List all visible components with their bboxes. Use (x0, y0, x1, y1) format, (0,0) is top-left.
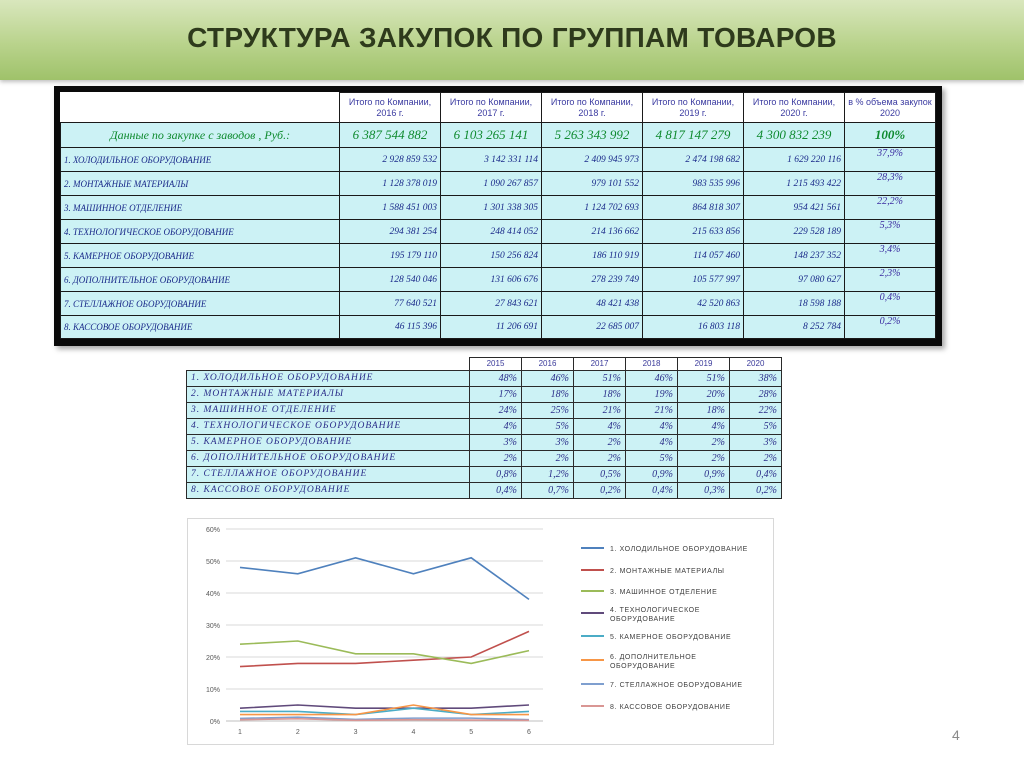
slide-title: СТРУКТУРА ЗАКУПОК ПО ГРУППАМ ТОВАРОВ (187, 22, 837, 53)
row-label: 4. ТЕХНОЛОГИЧЕСКОЕ ОБОРУДОВАНИЕ (61, 220, 340, 244)
share-row (187, 387, 782, 403)
year-cell: 2019 (678, 358, 730, 371)
table-row (61, 220, 936, 244)
share-value: 2% (470, 451, 522, 467)
share-value: 46% (522, 371, 574, 387)
row-value: 1 090 267 857 (441, 172, 542, 196)
share-value: 28% (730, 387, 782, 403)
share-value: 4% (470, 419, 522, 435)
row-value: 1 629 220 116 (744, 148, 845, 172)
y-tick-label: 10% (205, 687, 220, 694)
row-percent: 2,3% (845, 268, 936, 292)
share-value: 4% (626, 435, 678, 451)
row-value: 148 237 352 (744, 244, 845, 268)
share-value: 48% (470, 371, 522, 387)
share-row-label: 4. ТЕХНОЛОГИЧЕСКОЕ ОБОРУДОВАНИЕ (187, 419, 470, 435)
share-value: 0,7% (522, 483, 574, 499)
row-value: 215 633 856 (643, 220, 744, 244)
page-number: 4 (952, 727, 960, 743)
share-row-label: 3. МАШИННОЕ ОТДЕЛЕНИЕ (187, 403, 470, 419)
total-value: 5 263 343 992 (542, 123, 643, 148)
share-table-year-row (187, 358, 782, 371)
year-cell: 2015 (470, 358, 522, 371)
share-row (187, 483, 782, 499)
share-value: 1,2% (522, 467, 574, 483)
row-percent: 37,9% (845, 148, 936, 172)
series-line-4 (240, 705, 529, 708)
row-value: 1 588 451 003 (340, 196, 441, 220)
row-value: 48 421 438 (542, 292, 643, 316)
legend-label: 3. МАШИННОЕ ОТДЕЛЕНИЕ (610, 589, 718, 596)
row-value: 150 256 824 (441, 244, 542, 268)
share-row-label: 6. ДОПОЛНИТЕЛЬНОЕ ОБОРУДОВАНИЕ (187, 451, 470, 467)
share-value: 0,4% (626, 483, 678, 499)
share-value: 0,3% (678, 483, 730, 499)
share-value: 25% (522, 403, 574, 419)
row-value: 278 239 749 (542, 268, 643, 292)
total-value: 4 300 832 239 (744, 123, 845, 148)
row-label: 6. ДОПОЛНИТЕЛЬНОЕ ОБОРУДОВАНИЕ (61, 268, 340, 292)
row-label: 5. КАМЕРНОЕ ОБОРУДОВАНИЕ (61, 244, 340, 268)
y-tick-label: 20% (205, 655, 220, 662)
share-value: 20% (678, 387, 730, 403)
table-header-row (61, 93, 936, 123)
share-row (187, 371, 782, 387)
x-tick-label: 4 (411, 729, 416, 736)
share-value: 4% (574, 419, 626, 435)
header-2020: Итого по Компании, 2020 г. (744, 93, 845, 123)
table-row (61, 292, 936, 316)
header-corner (61, 93, 340, 123)
header-2017: Итого по Компании, 2017 г. (441, 93, 542, 123)
header-2018: Итого по Компании, 2018 г. (542, 93, 643, 123)
share-line-chart (187, 518, 774, 745)
share-value: 2% (522, 451, 574, 467)
row-value: 229 528 189 (744, 220, 845, 244)
year-cell: 2020 (730, 358, 782, 371)
title-banner (0, 0, 1024, 80)
share-value: 21% (574, 403, 626, 419)
table-row (61, 244, 936, 268)
x-tick-label: 3 (353, 729, 358, 736)
share-row-label: 2. МОНТАЖНЫЕ МАТЕРИАЛЫ (187, 387, 470, 403)
chart-svg (188, 519, 773, 744)
share-row-label: 7. СТЕЛЛАЖНОЕ ОБОРУДОВАНИЕ (187, 467, 470, 483)
row-value: 954 421 561 (744, 196, 845, 220)
row-value: 248 414 052 (441, 220, 542, 244)
y-tick-label: 60% (205, 527, 220, 534)
row-value: 2 474 198 682 (643, 148, 744, 172)
row-value: 128 540 046 (340, 268, 441, 292)
share-value: 0,9% (678, 467, 730, 483)
x-tick-label: 5 (469, 729, 474, 736)
row-label: 8. КАССОВОЕ ОБОРУДОВАНИЕ (61, 316, 340, 339)
table-row (61, 316, 936, 339)
share-value: 2% (678, 435, 730, 451)
share-value: 3% (522, 435, 574, 451)
row-value: 42 520 863 (643, 292, 744, 316)
share-row-label: 5. КАМЕРНОЕ ОБОРУДОВАНИЕ (187, 435, 470, 451)
row-value: 1 124 702 693 (542, 196, 643, 220)
share-value: 2% (730, 451, 782, 467)
row-value: 114 057 460 (643, 244, 744, 268)
legend-label: 4. ТЕХНОЛОГИЧЕСКОЕ ОБОРУДОВАНИЕ (610, 607, 700, 623)
share-value: 4% (678, 419, 730, 435)
share-row (187, 403, 782, 419)
total-percent: 100% (845, 123, 936, 148)
share-value: 18% (522, 387, 574, 403)
legend-label: 2. МОНТАЖНЫЕ МАТЕРИАЛЫ (610, 568, 725, 575)
row-value: 1 128 378 019 (340, 172, 441, 196)
purchases-table (60, 92, 936, 339)
row-value: 16 803 118 (643, 316, 744, 339)
share-value: 46% (626, 371, 678, 387)
legend-label: 1. ХОЛОДИЛЬНОЕ ОБОРУДОВАНИЕ (610, 546, 748, 553)
header-percent: в % объема закупок 2020 (845, 93, 936, 123)
total-row (61, 123, 936, 148)
y-tick-label: 0% (209, 719, 220, 726)
share-value: 18% (574, 387, 626, 403)
share-row (187, 451, 782, 467)
legend-label: 7. СТЕЛЛАЖНОЕ ОБОРУДОВАНИЕ (610, 682, 743, 689)
series-line-2 (240, 631, 529, 666)
share-value: 5% (730, 419, 782, 435)
row-value: 1 301 338 305 (441, 196, 542, 220)
row-label: 7. СТЕЛЛАЖНОЕ ОБОРУДОВАНИЕ (61, 292, 340, 316)
share-value: 4% (626, 419, 678, 435)
row-percent: 0,4% (845, 292, 936, 316)
row-value: 294 381 254 (340, 220, 441, 244)
row-value: 2 409 945 973 (542, 148, 643, 172)
row-value: 46 115 396 (340, 316, 441, 339)
row-value: 18 598 188 (744, 292, 845, 316)
share-value: 0,5% (574, 467, 626, 483)
share-value: 2% (574, 451, 626, 467)
share-value: 22% (730, 403, 782, 419)
share-value: 0,9% (626, 467, 678, 483)
share-row (187, 419, 782, 435)
total-value: 6 387 544 882 (340, 123, 441, 148)
year-cell: 2017 (574, 358, 626, 371)
row-value: 77 640 521 (340, 292, 441, 316)
share-value: 0,2% (730, 483, 782, 499)
row-value: 1 215 493 422 (744, 172, 845, 196)
row-value: 97 080 627 (744, 268, 845, 292)
share-value: 2% (678, 451, 730, 467)
row-label: 2. МОНТАЖНЫЕ МАТЕРИАЛЫ (61, 172, 340, 196)
table-row (61, 268, 936, 292)
row-percent: 3,4% (845, 244, 936, 268)
row-value: 3 142 331 114 (441, 148, 542, 172)
share-value: 51% (678, 371, 730, 387)
row-percent: 5,3% (845, 220, 936, 244)
year-corner (187, 358, 470, 371)
y-tick-label: 40% (205, 591, 220, 598)
share-value: 38% (730, 371, 782, 387)
total-value: 6 103 265 141 (441, 123, 542, 148)
row-label: 3. МАШИННОЕ ОТДЕЛЕНИЕ (61, 196, 340, 220)
legend-label: 8. КАССОВОЕ ОБОРУДОВАНИЕ (610, 704, 731, 711)
row-percent: 22,2% (845, 196, 936, 220)
row-label: 1. ХОЛОДИЛЬНОЕ ОБОРУДОВАНИЕ (61, 148, 340, 172)
y-tick-label: 50% (205, 559, 220, 566)
share-value: 17% (470, 387, 522, 403)
row-percent: 0,2% (845, 316, 936, 339)
share-value: 24% (470, 403, 522, 419)
row-value: 131 606 676 (441, 268, 542, 292)
row-value: 11 206 691 (441, 316, 542, 339)
share-value: 3% (730, 435, 782, 451)
share-value: 0,4% (730, 467, 782, 483)
x-tick-label: 1 (238, 729, 242, 736)
share-row-label: 8. КАССОВОЕ ОБОРУДОВАНИЕ (187, 483, 470, 499)
share-value: 18% (678, 403, 730, 419)
x-tick-label: 2 (295, 729, 300, 736)
header-2019: Итого по Компании, 2019 г. (643, 93, 744, 123)
table-row (61, 196, 936, 220)
row-percent: 28,3% (845, 172, 936, 196)
share-value: 2% (574, 435, 626, 451)
share-row (187, 435, 782, 451)
share-value: 0,8% (470, 467, 522, 483)
total-value: 4 817 147 279 (643, 123, 744, 148)
share-value: 3% (470, 435, 522, 451)
table-row (61, 148, 936, 172)
year-cell: 2018 (626, 358, 678, 371)
legend-label: 5. КАМЕРНОЕ ОБОРУДОВАНИЕ (610, 634, 732, 641)
row-value: 27 843 621 (441, 292, 542, 316)
row-value: 105 577 997 (643, 268, 744, 292)
share-value: 0,2% (574, 483, 626, 499)
header-2016: Итого по Компании, 2016 г. (340, 93, 441, 123)
legend-label: 6. ДОПОЛНИТЕЛЬНОЕ ОБОРУДОВАНИЕ (610, 654, 697, 670)
row-value: 195 179 110 (340, 244, 441, 268)
row-value: 2 928 859 532 (340, 148, 441, 172)
row-value: 22 685 007 (542, 316, 643, 339)
share-value: 5% (522, 419, 574, 435)
share-row-label: 1. ХОЛОДИЛЬНОЕ ОБОРУДОВАНИЕ (187, 371, 470, 387)
share-value: 0,4% (470, 483, 522, 499)
row-value: 864 818 307 (643, 196, 744, 220)
x-tick-label: 6 (527, 729, 531, 736)
share-value: 51% (574, 371, 626, 387)
series-line-3 (240, 641, 529, 663)
share-value: 5% (626, 451, 678, 467)
share-value: 21% (626, 403, 678, 419)
y-tick-label: 30% (205, 623, 220, 630)
purchases-table-frame (54, 86, 942, 346)
total-label: Данные по закупке с заводов , Руб.: (61, 123, 340, 148)
year-cell: 2016 (522, 358, 574, 371)
row-value: 8 252 784 (744, 316, 845, 339)
row-value: 983 535 996 (643, 172, 744, 196)
share-table (186, 357, 782, 499)
share-row (187, 467, 782, 483)
row-value: 979 101 552 (542, 172, 643, 196)
row-value: 214 136 662 (542, 220, 643, 244)
share-value: 19% (626, 387, 678, 403)
table-row (61, 172, 936, 196)
row-value: 186 110 919 (542, 244, 643, 268)
